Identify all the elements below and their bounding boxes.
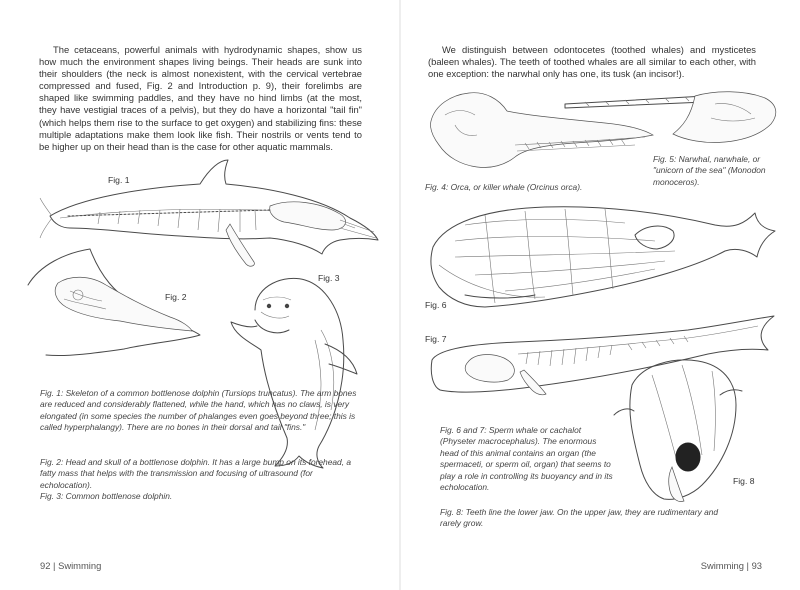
- fig8-label: Fig. 8: [733, 476, 755, 486]
- right-folio: Swimming | 93: [700, 560, 762, 571]
- fig2-caption: Fig. 2: Head and skull of a bottlenose dolphin. It has a large bump on its forehead, a fatty mass that helps with the transmission and focusing of ultrasound (for echolocation).: [40, 457, 352, 490]
- fig5-caption: Fig. 5: Narwhal, narwhale, or "unicorn of the sea" (Monodon monoceros).: [653, 154, 766, 187]
- left-folio: 92 | Swimming: [40, 560, 102, 571]
- fig7-label: Fig. 7: [425, 334, 447, 344]
- fig4-caption: Fig. 4: Orca, or killer whale (Orcinus orca).: [425, 182, 583, 192]
- left-body-paragraph: The cetaceans, powerful animals with hydrodynamic shapes, show us how much the environment shapes living beings. Their heads are sunk into their shoulders (the neck is almost nonexistent, with the cervical vertebrae compressed and fused, Fig. 2 and Introduction p. 9), their forelimbs are shaped like swimming paddles, and they have no hind limbs (at the most, they have vestigial traces of a pelvis), but they do have a horizontal "tail fin" (which helps them rise to the surface to get oxygen) and stabilizing fins: these multiple adaptations make them look like fish. Their nostrils or vents tend to be higher up on their head than is the case for other aquatic mammals.: [39, 44, 362, 152]
- dolphin-head-skull-illustration: [20, 245, 220, 360]
- fig1-caption: Fig. 1: Skeleton of a common bottlenose dolphin (Tursiops truncatus). The arm bones are reduced and considerably flattened, while the hand, which has no claws, is very elongated (in some species the number of phalanges even goes beyond three; this is called hyperphalangy). There are no bones in their dorsal and tail "fins.": [40, 388, 357, 433]
- fig3-caption: Fig. 3: Common bottlenose dolphin.: [40, 491, 173, 501]
- fig1-label: Fig. 1: [108, 175, 130, 185]
- dolphin-front-view-illustration: [225, 270, 365, 470]
- fig8-caption: Fig. 8: Teeth line the lower jaw. On the upper jaw, they are rudimentary and rarely grow.: [440, 507, 719, 529]
- fig6-7-caption: Fig. 6 and 7: Sperm whale or cachalot (Physeter macrocephalus). The enormous head of this animal contains an organ (the spermaceti, or sperm oil, organ) that seems to play a role in controlling its buoyancy and in its echolocation.: [440, 425, 613, 493]
- right-body-paragraph: We distinguish between odontocetes (toothed whales) and mysticetes (baleen whales). The teeth of toothed whales are all similar to each other, with one exception: the narwhal only has one, its tusk (an incisor!).: [428, 44, 756, 80]
- narwhal-skull-illustration: [565, 82, 780, 152]
- sperm-whale-jaw-illustration: [612, 355, 742, 505]
- fig2-label: Fig. 2: [165, 292, 187, 302]
- fig3-label: Fig. 3: [318, 273, 340, 283]
- sperm-whale-illustration: [425, 195, 780, 320]
- fig6-label: Fig. 6: [425, 300, 447, 310]
